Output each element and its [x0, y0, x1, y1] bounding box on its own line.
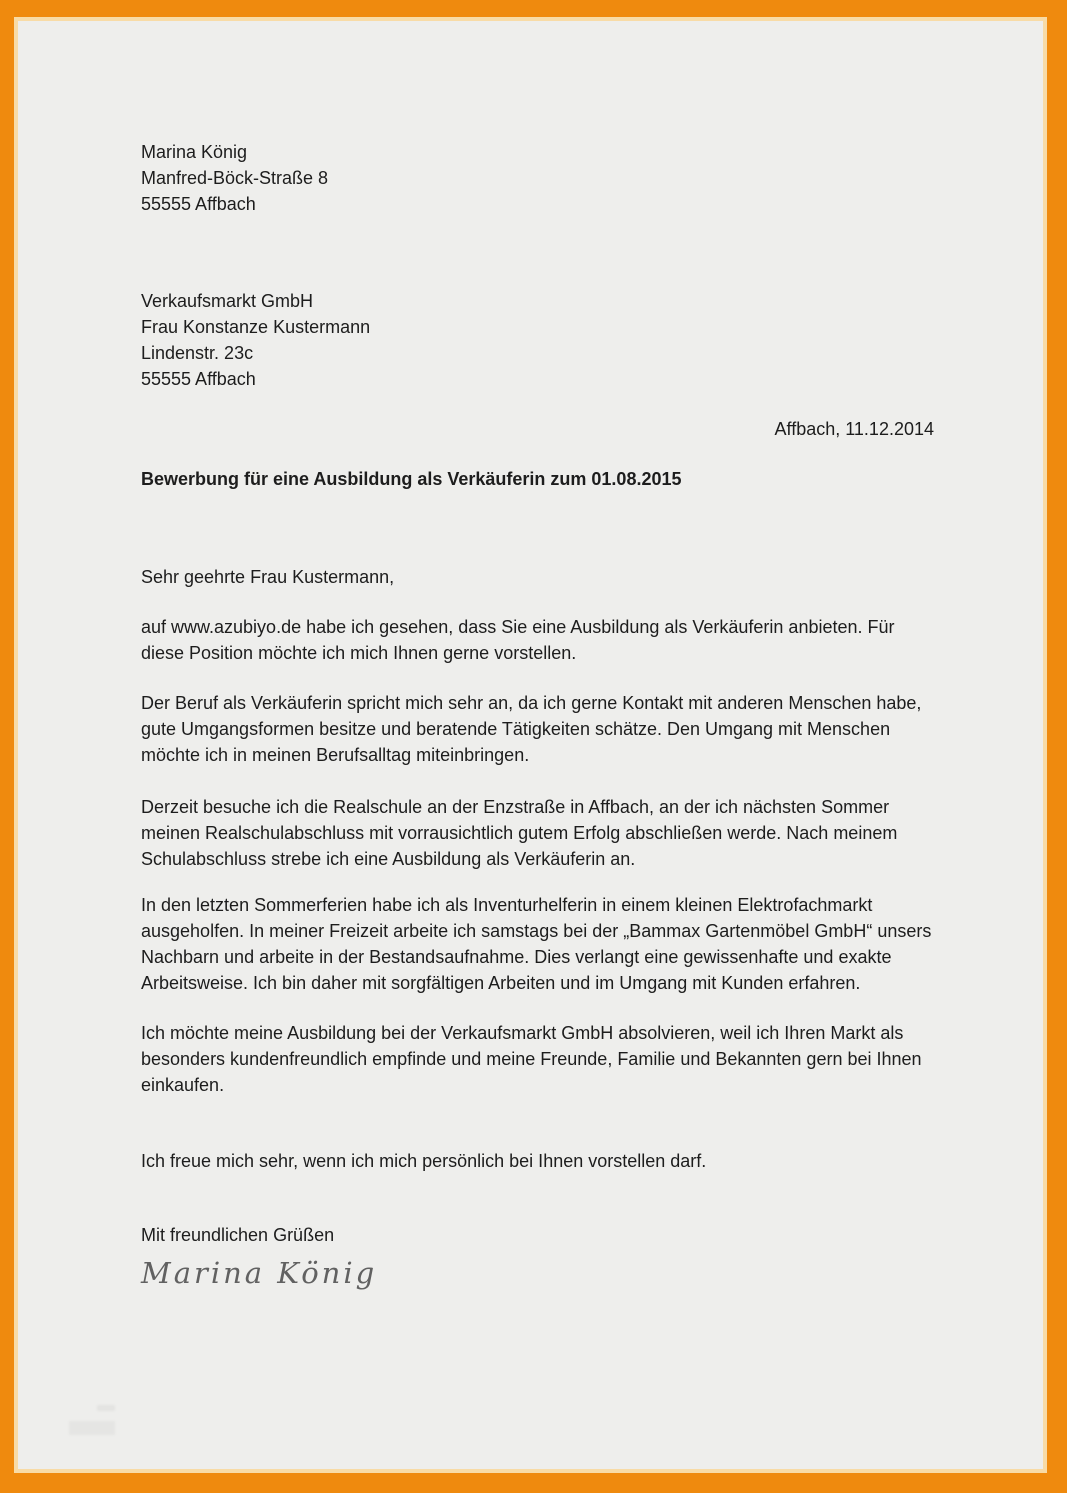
sender-street: Manfred-Böck-Straße 8 — [141, 168, 329, 188]
closing-formula: Mit freundlichen Grüßen — [141, 1225, 335, 1245]
faint-watermark-mark — [97, 1405, 115, 1411]
sender-address-block — [141, 139, 934, 217]
body-paragraph: Der Beruf als Verkäuferin spricht mich sehr an, da ich gerne Kontakt mit anderen Menschen habe, gute Umgangsformen besitze und beratende Tätigkeiten schätze. Den Umgang mit Menschen möchte ich in meinen Berufsalltag miteinbringen. — [141, 693, 922, 765]
body-paragraph: Derzeit besuche ich die Realschule an der Enzstraße in Affbach, an der ich nächsten Sommer meinen Realschulabschluss mit vorrausichtlich gutem Erfolg abschließen werde. Nach meinem Schulabschluss strebe ich eine Ausbildung als Verkäuferin an. — [141, 797, 898, 869]
subject-line: Bewerbung für eine Ausbildung als Verkäuferin zum 01.08.2015 — [141, 469, 682, 489]
handwritten-signature: Marina König — [141, 1256, 378, 1290]
recipient-street: Lindenstr. 23c — [141, 343, 254, 363]
body-paragraph: Ich freue mich sehr, wenn ich mich persönlich bei Ihnen vorstellen darf. — [141, 1151, 707, 1171]
body-paragraph: auf www.azubiyo.de habe ich gesehen, dass Sie eine Ausbildung als Verkäuferin anbieten. Für diese Position möchte ich mich Ihnen gerne vorstellen. — [141, 617, 895, 663]
date-line: Affbach, 11.12.2014 — [774, 419, 934, 439]
recipient-company: Verkaufsmarkt GmbH — [141, 291, 314, 311]
recipient-contact: Frau Konstanze Kustermann — [141, 317, 371, 337]
faint-watermark-mark — [69, 1421, 115, 1435]
faint-watermark — [69, 1405, 131, 1445]
recipient-city: 55555 Affbach — [141, 369, 256, 389]
letter-content — [14, 17, 1047, 1290]
body-paragraph: In den letzten Sommerferien habe ich als Inventurhelferin in einem kleinen Elektrofachmarkt ausgeholfen. In meiner Freizeit arbeite ich samstags bei der „Bammax Gartenmöbel GmbH“ unsers Nachbarn und arbeite in der Bestandsaufnahme. Dies verlangt eine gewissenhafte und exakte Arbeitsweise. Ich bin daher mit sorgfältigen Arbeiten und im Umgang mit Kunden erfahren. — [141, 895, 932, 993]
body-paragraph: Ich möchte meine Ausbildung bei der Verkaufsmarkt GmbH absolvieren, weil ich Ihren Markt als besonders kundenfreundlich empfinde und meine Freunde, Familie und Bekannten gern bei Ihnen einkaufen. — [141, 1023, 922, 1095]
salutation: Sehr geehrte Frau Kustermann, — [141, 567, 395, 587]
recipient-address-block — [141, 288, 934, 392]
sender-city: 55555 Affbach — [141, 194, 256, 214]
sender-name: Marina König — [141, 142, 248, 162]
